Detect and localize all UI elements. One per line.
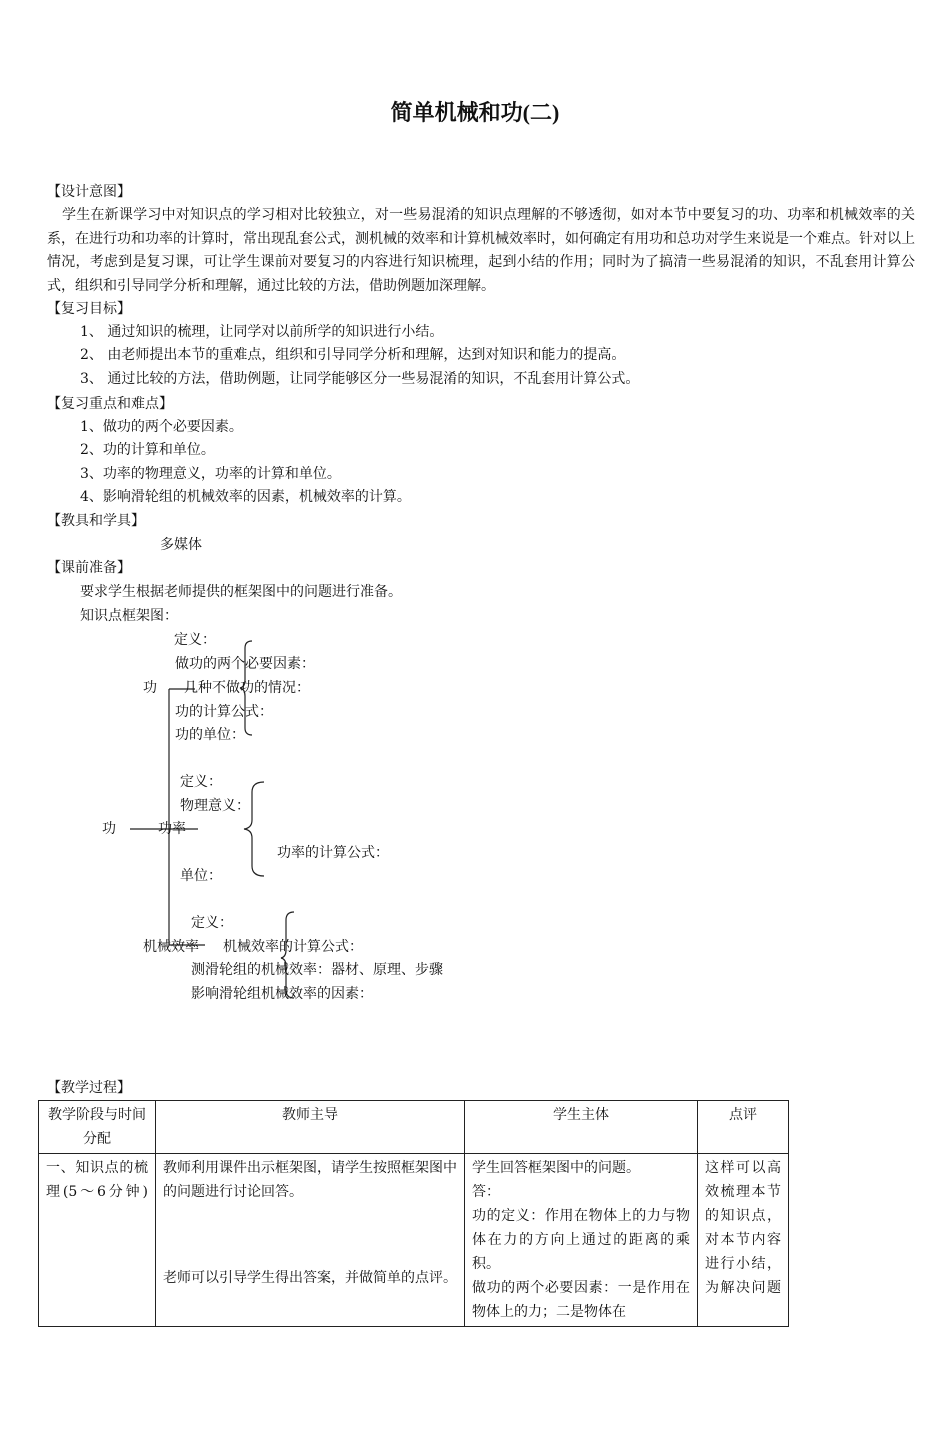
student-text-1: 学生回答框架图中的问题。	[472, 1160, 640, 1176]
keypoint-item: 4、影响滑轮组的机械效率的因素，机械效率的计算。	[80, 489, 411, 505]
work-item: 定义：	[174, 632, 216, 648]
teacher-text-1: 教师利用课件出示框架图，请学生按照框架图中的问题进行讨论回答。	[163, 1160, 457, 1200]
design-heading: 【设计意图】	[47, 184, 131, 200]
header-teacher: 教师主导	[156, 1101, 465, 1154]
eff-item: 测滑轮组的机械效率：器材、原理、步骤	[191, 962, 443, 978]
prep-text: 要求学生根据老师提供的框架图中的问题进行准备。	[80, 584, 402, 600]
framework-label: 知识点框架图：	[80, 608, 178, 624]
table-row	[39, 1154, 789, 1327]
root-label: 功	[102, 821, 116, 837]
student-text-4: 做功的两个必要因素：一是作用在物体上的力；二是物体在	[472, 1280, 690, 1320]
keypoint-item: 3、功率的物理意义，功率的计算和单位。	[80, 466, 341, 482]
tools-text: 多媒体	[160, 537, 202, 553]
keypoint-item: 1、做功的两个必要因素。	[80, 419, 243, 435]
power-label: 功率	[158, 821, 186, 837]
work-item: 功的计算公式：	[175, 704, 273, 720]
cell-teacher	[156, 1154, 465, 1327]
table-header-row	[39, 1101, 789, 1154]
comment-text: 这样可以高效梳理本节的知识点，对本节内容进行小结，为解决问题	[705, 1160, 781, 1296]
keypoints-heading: 【复习重点和难点】	[47, 396, 173, 412]
work-label: 功	[143, 680, 157, 696]
goal-item: 1、 通过知识的梳理，让同学对以前所学的知识进行小结。	[80, 324, 444, 340]
cell-comment	[698, 1154, 789, 1327]
keypoint-item: 2、功的计算和单位。	[80, 442, 215, 458]
process-table	[38, 1100, 789, 1327]
power-item: 功率的计算公式：	[277, 845, 389, 861]
teacher-text-2: 老师可以引导学生得出答案，并做简单的点评。	[163, 1270, 457, 1286]
header-stage: 教学阶段与时间分配	[39, 1101, 156, 1154]
power-item: 定义：	[180, 774, 222, 790]
eff-item: 定义：	[191, 915, 233, 931]
student-text-3: 功的定义：作用在物体上的力与物体在力的方向上通过的距离的乘积。	[472, 1208, 690, 1272]
work-item: 几种不做功的情况：	[184, 680, 310, 696]
eff-label: 机械效率	[143, 939, 199, 955]
student-text-2: 答：	[472, 1184, 500, 1200]
header-comment: 点评	[698, 1101, 789, 1154]
power-item: 物理意义：	[180, 798, 250, 814]
cell-stage	[39, 1154, 156, 1327]
header-student: 学生主体	[465, 1101, 698, 1154]
power-item: 单位：	[180, 868, 222, 884]
tools-heading: 【教具和学具】	[47, 513, 145, 529]
process-heading: 【教学过程】	[47, 1080, 131, 1096]
eff-item: 机械效率的计算公式：	[223, 939, 363, 955]
goal-item: 3、 通过比较的方法，借助例题，让同学能够区分一些易混淆的知识，不乱套用计算公式。	[80, 371, 640, 387]
prep-heading: 【课前准备】	[47, 560, 131, 576]
stage-text: 一、知识点的梳理(5～6分钟)	[46, 1160, 148, 1200]
goal-item: 2、 由老师提出本节的重难点，组织和引导同学分析和理解，达到对知识和能力的提高。	[80, 347, 626, 363]
eff-item: 影响滑轮组机械效率的因素：	[191, 986, 373, 1002]
goals-heading: 【复习目标】	[47, 301, 131, 317]
work-item: 做功的两个必要因素：	[175, 656, 315, 672]
design-paragraph: 学生在新课学习中对知识点的学习相对比较独立，对一些易混淆的知识点理解的不够透彻，如对本节中要复习的功、功率和机械效率的关系，在进行功和功率的计算时，常出现乱套公式，测机械的效率和计算机械效率时，如何确定有用功和总功对学生来说是一个难点。针对以上情况，考虑到是复习课，可让学生课前对要复习的内容进行知识梳理，起到小结的作用；同时为了搞清一些易混淆的知识，不乱套用计算公式，组织和引导同学分析和理解，通过比较的方法，借助例题加深理解。	[47, 207, 915, 294]
work-item: 功的单位：	[175, 727, 245, 743]
page-title: 简单机械和功(二)	[390, 100, 560, 125]
cell-student	[465, 1154, 698, 1327]
